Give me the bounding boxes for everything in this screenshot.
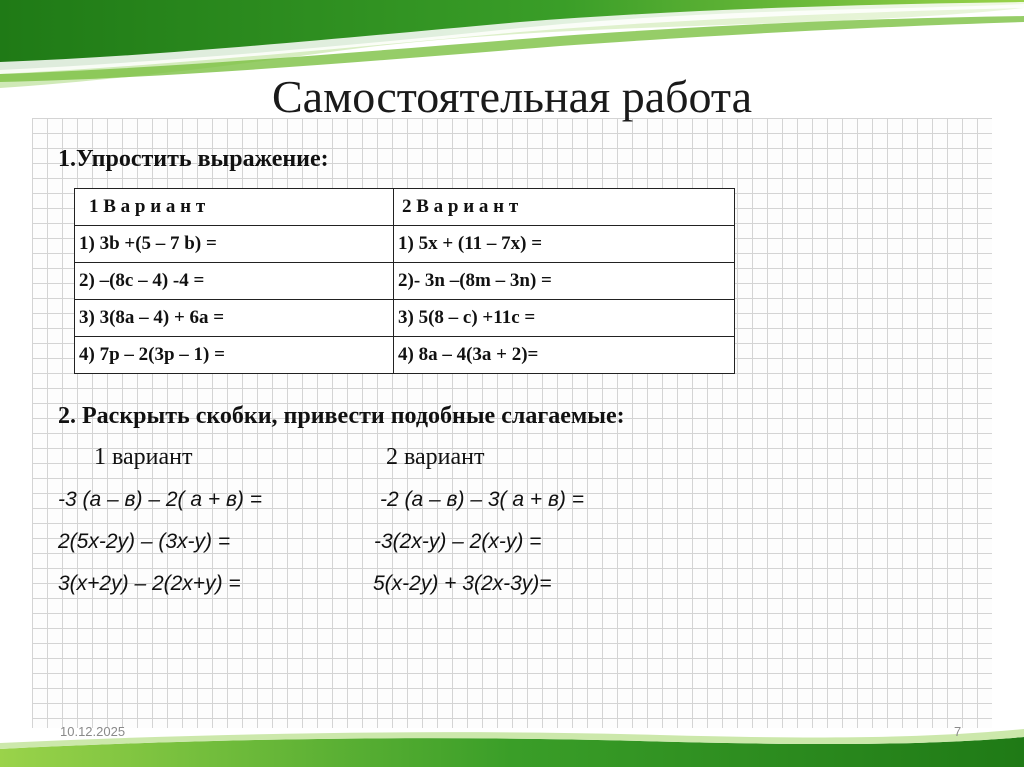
variant2-label: 2 вариант bbox=[386, 444, 485, 470]
table-cell: 2)- 3n –(8m – 3n) = bbox=[394, 263, 735, 300]
expression-v2-1: -2 (а – в) – 3( а + в) = bbox=[380, 488, 585, 511]
variant1-header: 1 В а р и а н т bbox=[75, 189, 394, 226]
bottom-wave-decoration bbox=[0, 715, 1024, 767]
table-cell: 2) –(8c – 4) -4 = bbox=[75, 263, 394, 300]
table-cell: 4) 8a – 4(3a + 2)= bbox=[394, 337, 735, 374]
table-row bbox=[75, 226, 735, 263]
table-cell: 1) 5x + (11 – 7x) = bbox=[394, 226, 735, 263]
expression-v2-2: -3(2x-y) – 2(x-y) = bbox=[374, 530, 542, 553]
expression-v1-1: -3 (а – в) – 2( а + в) = bbox=[58, 488, 263, 511]
expression-v2-3: 5(x-2y) + 3(2x-3y)= bbox=[373, 572, 552, 595]
table-row bbox=[75, 263, 735, 300]
variants-table bbox=[74, 188, 735, 374]
variant2-header: 2 В а р и а н т bbox=[394, 189, 735, 226]
table-cell: 3) 3(8a – 4) + 6a = bbox=[75, 300, 394, 337]
table-header-row bbox=[75, 189, 735, 226]
table-row bbox=[75, 337, 735, 374]
footer-date: 10.12.2025 bbox=[60, 724, 126, 739]
table-row bbox=[75, 300, 735, 337]
expression-v1-3: 3(x+2y) – 2(2x+y) = bbox=[58, 572, 241, 595]
page-number: 7 bbox=[954, 724, 962, 739]
table-cell: 4) 7p – 2(3p – 1) = bbox=[75, 337, 394, 374]
task2-heading: 2. Раскрыть скобки, привести подобные слагаемые: bbox=[58, 403, 625, 429]
page-title: Самостоятельная работа bbox=[272, 71, 752, 122]
variant1-label: 1 вариант bbox=[94, 444, 193, 470]
task1-heading: 1.Упростить выражение: bbox=[58, 146, 329, 172]
table-cell: 1) 3b +(5 – 7 b) = bbox=[75, 226, 394, 263]
table-cell: 3) 5(8 – c) +11c = bbox=[394, 300, 735, 337]
expression-v1-2: 2(5x-2y) – (3x-y) = bbox=[58, 530, 231, 553]
